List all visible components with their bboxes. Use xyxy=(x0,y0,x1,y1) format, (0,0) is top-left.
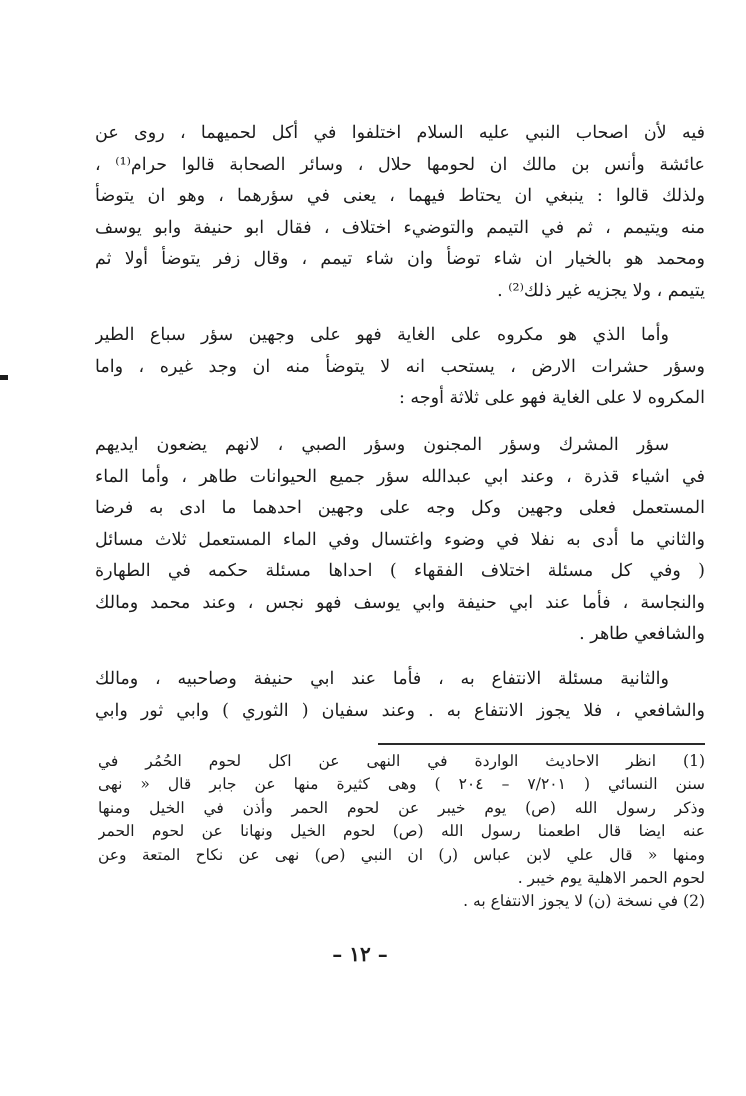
footnote-line: (2) في نسخة (ن) لا يجوز الانتفاع به . xyxy=(463,892,705,911)
text-line: عائشة وأنس بن مالك ان لحومها حلال ، وسائر الصحابة قالوا حرام⁽¹⁾ ، xyxy=(95,154,705,175)
text-line: سؤر المشرك وسؤر المجنون وسؤر الصبي ، لانهم يضعون ايديهم xyxy=(95,435,669,455)
footnote-line: لحوم الحمر الاهلية يوم خيبر . xyxy=(517,868,705,887)
text-line: والشافعي طاهر . xyxy=(579,624,705,644)
text-line: ولذلك قالوا : ينبغي ان يحتاط فيهما ، يعنى في سؤرهما ، وهو ان يتوضأ xyxy=(95,186,705,206)
text-line: في اشياء قذرة ، وعند ابي عبدالله سؤر جميع الحيوانات طاهر ، وأما الماء xyxy=(95,466,705,487)
text-line: وأما الذي هو مكروه على الغاية فهو على وجهين سؤر سباع الطير xyxy=(95,325,669,345)
text-line: وسؤر حشرات الارض ، يستحب انه لا يتوضأ منه ان وجد غيره ، واما xyxy=(95,356,705,377)
text-line: والثانية مسئلة الانتفاع به ، فأما عند ابي حنيفة وصاحبيه ، ومالك xyxy=(95,669,669,689)
footnotes xyxy=(98,750,705,914)
paragraph xyxy=(95,664,705,727)
text-line: والشافعي ، فلا يجوز الانتفاع به . وعند سفيان ( الثوري ) وابي ثور وابي xyxy=(95,700,705,721)
text-line: المستعمل فعلى وجهين وكل وجه على وجهين احدهما ما ادى به فرضا xyxy=(95,498,705,518)
text-line: والثاني ما أدى به نفلا في وضوء واغتسال وفي الماء المستعمل ثلاث مسائل xyxy=(95,529,705,550)
footnote-line: وذكر رسول الله (ص) يوم خيبر عن لحوم الحمر وأذن في الخيل ومنها xyxy=(98,798,705,817)
footnote-line: سنن النسائي ( ٧/٢٠١ – ٢٠٤ ) وهى كثيرة منها عن جابر قال « نهى xyxy=(98,775,705,794)
text-line: فيه لأن اصحاب النبي عليه السلام اختلفوا في أكل لحميهما ، روى عن xyxy=(95,123,705,143)
text-line: منه ويتيمم ، ثم في التيمم والتوضيء اختلاف ، فقال ابو حنيفة وابو يوسف xyxy=(95,217,705,238)
paragraph xyxy=(95,320,705,415)
footnote-divider xyxy=(378,743,705,745)
text-line: ومحمد هو بالخيار ان شاء توضأ وان شاء تيمم ، وقال زفر يتوضأ أولا ثم xyxy=(95,249,705,269)
page-edge-mark xyxy=(0,375,8,380)
paragraph xyxy=(95,118,705,307)
text-line: يتيمم ، ولا يجزيه غير ذلك⁽²⁾ . xyxy=(497,280,705,301)
text-line: المكروه لا على الغاية فهو على ثلاثة أوجه : xyxy=(398,388,705,408)
paragraph xyxy=(95,430,705,651)
footnote-line: عنه ايضا قال اطعمنا رسول الله (ص) لحوم الخيل ونهانا عن لحوم الحمر xyxy=(98,822,705,841)
footnote-line: ومنها « قال علي لابن عباس (ر) ان النبي (ص) نهى عن نكاح المتعة وعن xyxy=(98,845,705,864)
page-number: – ١٢ – xyxy=(332,942,388,966)
text-line: والنجاسة ، فأما عند ابي حنيفة وابي يوسف فهو نجس ، وعند محمد ومالك xyxy=(95,592,705,613)
footnote-line: (1) انظر الاحاديث الواردة في النهى عن اكل لحوم الحُمُر في xyxy=(98,752,705,770)
text-line: ( وفي كل مسئلة اختلاف الفقهاء ) احداها مسئلة حكمه في الطهارة xyxy=(95,561,705,581)
